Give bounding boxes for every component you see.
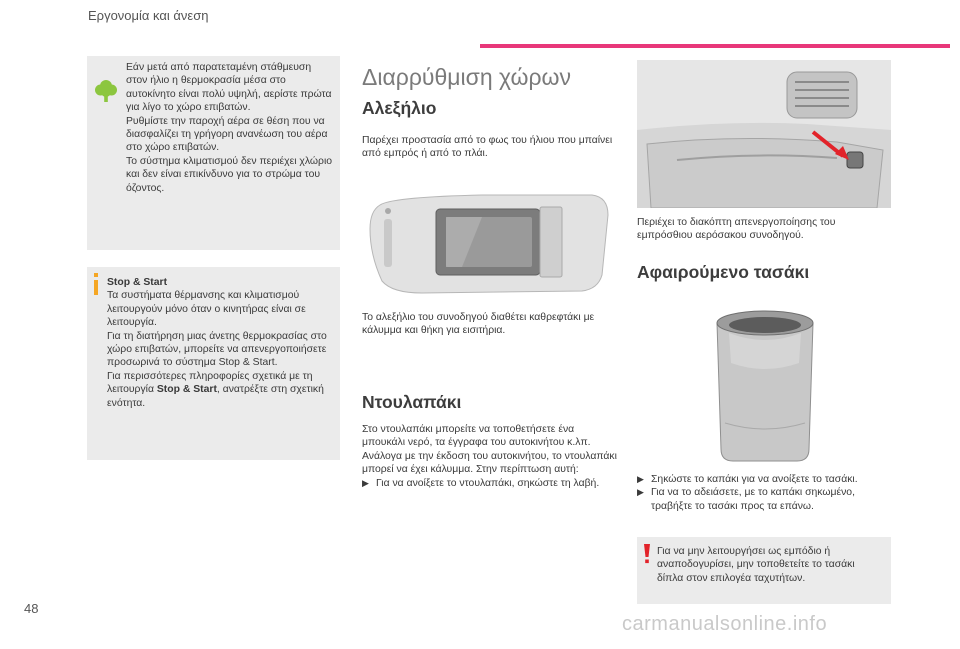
page-title: Διαρρύθμιση χώρων xyxy=(362,64,571,90)
glovebox-text xyxy=(362,423,620,490)
info-note-line: ενότητα. xyxy=(107,397,146,409)
ashtray-bullet xyxy=(637,486,893,513)
info-note-line: Για τη διατήρηση μιας άνετης θερμοκρασίας στο xyxy=(107,330,327,342)
ashtray-illustration xyxy=(637,303,891,466)
heading-sun-visor: Αλεξήλιο xyxy=(362,98,437,118)
info-note-line: Για περισσότερες πληροφορίες σχετικά με τη xyxy=(107,370,313,382)
tree-icon xyxy=(93,77,119,103)
info-note-bold: Stop & Start xyxy=(156,384,217,396)
info-note-prefix: λειτουργία xyxy=(107,384,157,396)
info-note-line: Τα συστήματα θέρμανσης και κλιματισμού xyxy=(107,290,300,302)
eco-note-text: Εάν μετά από παρατεταμένη στάθμευση στον ήλιο η θερμοκρασία μέσα στο αυτοκίνητο είναι πολύ υψηλή, αερίστε πρώτα για λίγο το χώρο επιβατών. Ρυθμίστε την παροχή αέρα σε θέση που να διασφαλίζει τη γρήγορη ανανέωση του αέρα στο χώρο επιβατών. Το σύστημα κλιματισμού δεν περιέχει χλώριο και δεν είναι επικίνδυνο για το στρώμα του όζοντος. xyxy=(126,62,333,194)
info-note-line: χώρο επιβατών, μπορείτε να απενεργοποιήσετε xyxy=(107,344,327,356)
heading-ashtray: Αφαιρούμενο τασάκι xyxy=(637,262,810,282)
info-note-line: προσωρινά το σύστημα Stop & Start. xyxy=(107,357,278,369)
triangle-bullet-icon: ▶ xyxy=(362,477,369,488)
info-note-line-mixed xyxy=(107,383,337,396)
info-note-text xyxy=(107,276,337,410)
glovebox-illustration xyxy=(637,60,891,208)
page-number: 48 xyxy=(24,601,39,616)
watermark: carmanualsonline.info xyxy=(622,613,828,635)
glovebox-paragraph: Στο ντουλαπάκι μπορείτε να τοποθετήσετε ένα μπουκάλι νερό, τα έγγραφα του αυτοκινήτου κ.λπ. Ανάλογα με την έκδοση του αυτοκινήτου, το ντουλαπάκι μπορεί να έχει κάλυμμα. Στην περίπτωση αυτή: xyxy=(362,424,617,476)
info-note-line: λειτουργούν μόνο όταν ο κινητήρας είναι σε xyxy=(107,303,306,315)
glovebox-bullet-text: Για να ανοίξετε το ντουλαπάκι, σηκώστε τη λαβή. xyxy=(376,477,600,489)
info-note-line: λειτουργία. xyxy=(107,317,157,329)
section-title: Εργονομία και άνεση xyxy=(88,8,209,23)
info-note-suffix: , ανατρέξτε στη σχετική xyxy=(216,384,324,396)
info-note-title: Stop & Start xyxy=(107,277,168,288)
sun-visor-text: Παρέχει προστασία από το φως του ήλιου που μπαίνει από εμπρός ή από το πλάι. xyxy=(362,135,613,160)
ashtray-bullet xyxy=(637,473,893,486)
ashtray-bullet-text-2: Για να το αδειάσετε, με το καπάκι σηκωμένο, τραβήξτε το τασάκι προς τα επάνω. xyxy=(651,487,855,512)
glovebox-bullet xyxy=(362,477,620,490)
ashtray-text xyxy=(637,473,893,513)
ashtray-bullet-text-1: Σηκώστε το καπάκι για να ανοίξετε το τασάκι. xyxy=(651,474,858,485)
triangle-bullet-icon: ▶ xyxy=(637,474,644,484)
info-icon xyxy=(91,273,101,295)
accent-bar xyxy=(480,44,950,48)
warning-note-text: Για να μην λειτουργήσει ως εμπόδιο ή αναποδογυρίσει, μην τοποθετείτε το τασάκι δίπλα στον επιλογέα ταχυτήτων. xyxy=(657,546,855,584)
glovebox-caption: Περιέχει το διακόπτη απενεργοποίησης του εμπρόσθιου αερόσακου συνοδηγού. xyxy=(637,217,836,242)
sun-visor-mirror-text: Το αλεξήλιο του συνοδηγού διαθέτει καθρεφτάκι με κάλυμμα και θήκη για εισιτήρια. xyxy=(362,312,595,337)
heading-glovebox: Ντουλαπάκι xyxy=(362,392,462,412)
triangle-bullet-icon: ▶ xyxy=(637,487,644,498)
sun-visor-illustration xyxy=(362,185,616,303)
exclamation-icon xyxy=(643,544,651,564)
